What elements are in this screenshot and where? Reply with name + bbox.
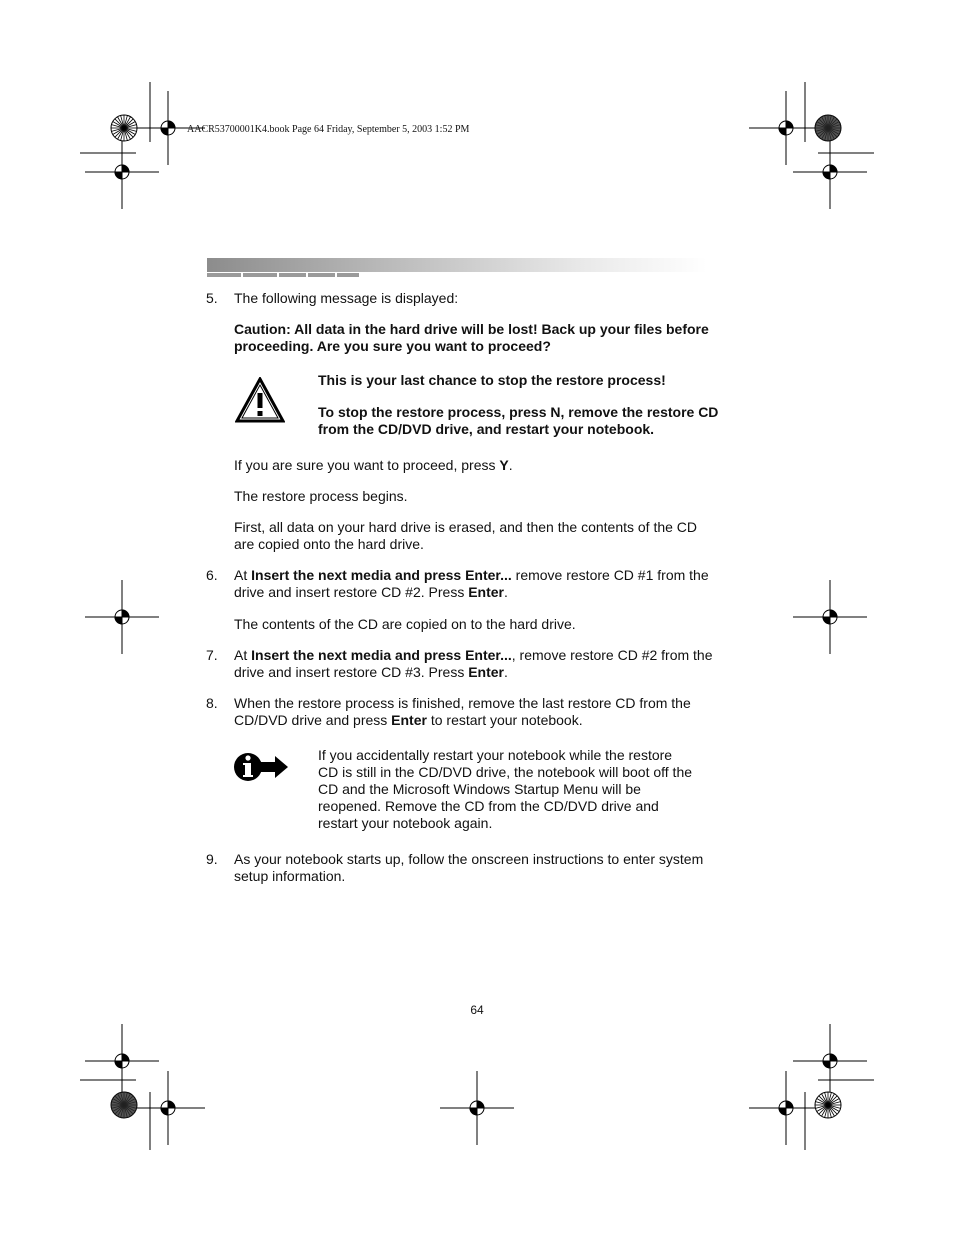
registration-crosshair (131, 1071, 205, 1145)
registration-crosshair (440, 1071, 514, 1145)
proceed-prefix: If you are sure you want to proceed, press (234, 457, 500, 473)
erase-text: are copied onto the hard drive. (234, 536, 424, 552)
step-text (234, 664, 508, 681)
step-number: 8. (206, 695, 218, 711)
registration-crosshair (793, 580, 867, 654)
key-enter: Enter (468, 584, 505, 600)
header-gradient-bar (207, 258, 707, 272)
proceed-suffix: . (508, 457, 513, 473)
step-text-rest: remove restore CD #1 from the (511, 567, 709, 583)
note-text: reopened. Remove the CD from the CD/DVD drive and (318, 798, 659, 814)
warning-text: This is your last chance to stop the restore process! (318, 372, 666, 388)
warning-text: To stop the restore process, press N, remove the restore CD (318, 404, 719, 420)
starburst-mark (111, 1092, 137, 1118)
step-text (234, 647, 713, 664)
page-number: 64 (470, 1003, 484, 1017)
step-text-suffix: . (504, 664, 508, 680)
step-text (234, 712, 583, 729)
starburst-mark (815, 1092, 841, 1118)
step-text-prefix: drive and insert restore CD #2. Press (234, 584, 469, 600)
registration-crosshair (85, 580, 159, 654)
key-y: Y (499, 457, 509, 473)
note-text: If you accidentally restart your notebook while the restore (318, 747, 673, 763)
warning-triangle-icon (235, 377, 285, 423)
step-number: 6. (206, 567, 218, 583)
key-enter: Enter (391, 712, 427, 728)
note-text: restart your notebook again. (318, 815, 493, 831)
step-text-suffix: to restart your notebook. (426, 712, 583, 728)
starburst-mark (111, 115, 137, 141)
registration-crosshair (85, 1024, 159, 1098)
step-text-rest: , remove restore CD #2 from the (511, 647, 713, 663)
registration-crosshair (85, 135, 159, 209)
at-label: At (234, 647, 252, 663)
registration-crosshair (793, 1024, 867, 1098)
step-text-suffix: . (504, 584, 508, 600)
restore-begins-text: The restore process begins. (234, 488, 408, 504)
info-arrow-icon (233, 750, 289, 784)
copied-text: The contents of the CD are copied on to the hard drive. (234, 616, 576, 632)
step-number: 9. (206, 851, 218, 867)
registration-crosshair (793, 135, 867, 209)
step-text: The following message is displayed: (234, 290, 459, 306)
step-text (234, 567, 709, 584)
step-number: 5. (206, 290, 218, 306)
book-header: AACR53700001K4.book Page 64 Friday, September 5, 2003 1:52 PM (187, 124, 470, 135)
caution-text: proceeding. Are you sure you want to proceed? (234, 338, 551, 354)
step-text-prefix: drive and insert restore CD #3. Press (234, 664, 469, 680)
prompt-text: Insert the next media and press Enter... (251, 567, 512, 583)
registration-crosshair (749, 1071, 823, 1145)
proceed-text (234, 457, 513, 474)
step-text: As your notebook starts up, follow the onscreen instructions to enter system (234, 851, 704, 867)
warning-text: from the CD/DVD drive, and restart your notebook. (318, 421, 655, 437)
note-text: CD and the Microsoft Windows Startup Menu will be (318, 781, 641, 797)
key-enter: Enter (468, 664, 505, 680)
step-number: 7. (206, 647, 218, 663)
note-text: CD is still in the CD/DVD drive, the notebook will boot off the (318, 764, 693, 780)
step-text (234, 584, 508, 601)
step-text: When the restore process is finished, remove the last restore CD from the (234, 695, 691, 711)
erase-text: First, all data on your hard drive is erased, and then the contents of the CD (234, 519, 698, 535)
step-text-prefix: CD/DVD drive and press (234, 712, 392, 728)
starburst-mark (815, 115, 841, 141)
prompt-text: Insert the next media and press Enter... (251, 647, 512, 663)
caution-text: Caution: All data in the hard drive will be lost! Back up your files before (234, 321, 709, 337)
step-text: setup information. (234, 868, 346, 884)
registration-crosshair (749, 91, 823, 165)
at-label: At (234, 567, 252, 583)
